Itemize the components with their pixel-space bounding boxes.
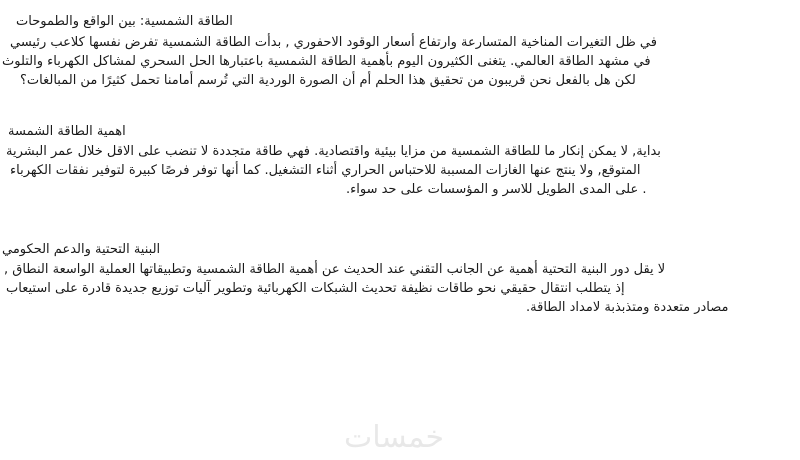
- section1-line-3: . على المدى الطويل للاسر و المؤسسات على حد سواء.: [346, 182, 647, 197]
- intro-line-2: في مشهد الطاقة العالمي. يتغنى الكثيرون اليوم بأهمية الطاقة الشمسية باعتبارها الحل السحري لمشاكل الكهرباء والتلوث: [2, 54, 651, 69]
- section2-line-1: لا يقل دور البنية التحتية أهمية عن الجانب التقني عند الحديث عن أهمية الطاقة الشمسية وتطبيقاتها العملية الواسعة النطاق ,: [4, 262, 666, 277]
- intro-line-3: لكن هل بالفعل نحن قريبون من تحقيق هذا الحلم أم أن الصورة الوردية التي تُرسم أمامنا تحمل كثيرًا من المبالغات؟: [20, 73, 636, 88]
- khamsat-watermark: خمسات: [344, 420, 445, 455]
- intro-line-1: في ظل التغيرات المناخية المتسارعة وارتفاع أسعار الوقود الاحفوري , بدأت الطاقة الشمسية تفرض نفسها كلاعب رئيسي: [10, 35, 657, 50]
- section1-heading: اهمية الطاقة الشمسة: [8, 124, 126, 139]
- section2-line-2: إذ يتطلب انتقال حقيقي نحو طاقات نظيفة تحديث الشبكات الكهربائية وتطوير آليات توزيع جديدة قادرة على استيعاب: [6, 281, 625, 296]
- section1-line-1: بداية, لا يمكن إنكار ما للطاقة الشمسية من مزايا بيئية واقتصادية. فهي طاقة متجددة لا تنضب على الاقل خلال عمر البشرية: [6, 144, 661, 159]
- section1-line-2: المتوقع, ولا ينتج عنها الغازات المسببة للاحتباس الحراري أثناء التشغيل. كما أنها توفر فرصًا كبيرة لتوفير نفقات الكهرباء: [10, 163, 641, 178]
- section2-heading: البنية التحتية والدعم الحكومي: [2, 242, 161, 257]
- section2-line-3: مصادر متعددة ومتذبذبة لامداد الطاقة.: [526, 300, 729, 315]
- article-title: الطاقة الشمسية: بين الواقع والطموحات: [16, 14, 233, 29]
